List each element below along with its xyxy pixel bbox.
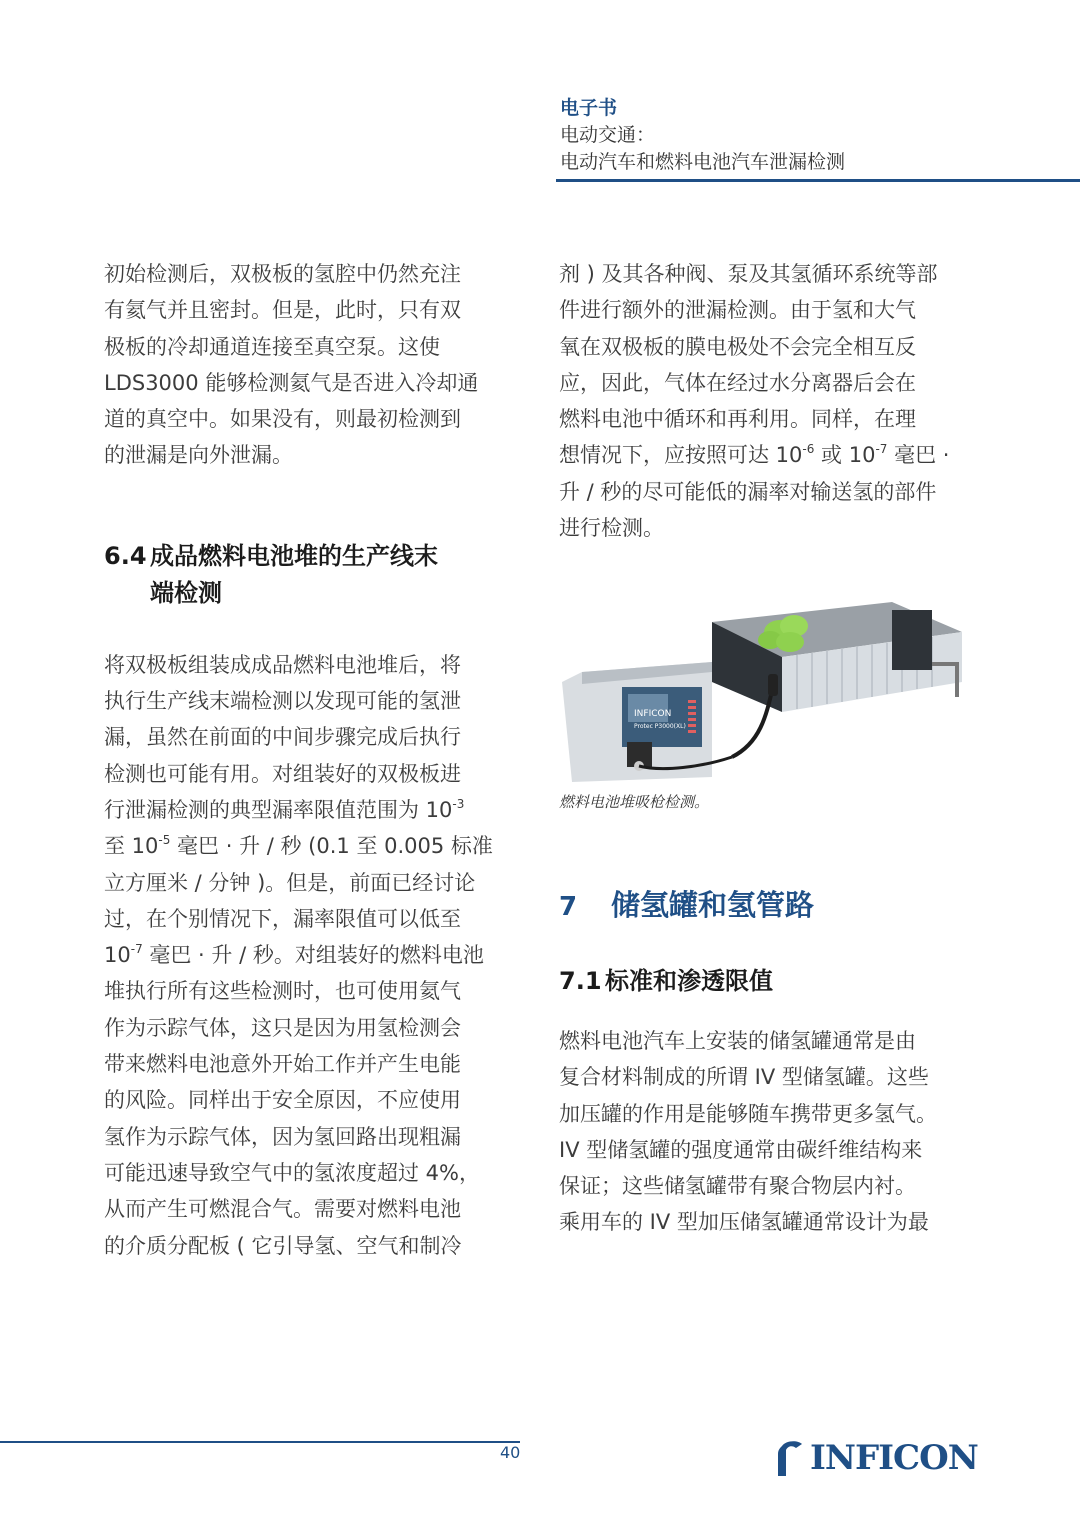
- text-line: 或 10: [814, 443, 876, 468]
- section-title-line-1: 成品燃料电池堆的生产线末: [150, 541, 438, 570]
- text-line: 检测也可能有用。对组装好的双极板进: [104, 761, 461, 786]
- text-line: 漏，虽然在前面的中间步骤完成后执行: [104, 725, 461, 750]
- text-line: 道的真空中。如果没有，则最初检测到: [104, 407, 461, 432]
- chapter-title: 储氢罐和氢管路: [611, 888, 815, 922]
- text-line: 将双极板组装成成品燃料电池堆后，将: [104, 652, 461, 677]
- left-paragraph-1: [104, 256, 524, 474]
- exponent: -6: [802, 442, 815, 457]
- sniffer-probe: [768, 674, 778, 696]
- text-line: 毫巴 ·: [887, 443, 950, 468]
- exponent: -3: [452, 796, 465, 811]
- text-line: 可能迅速导致空气中的氢浓度超过 4%，: [104, 1160, 480, 1185]
- logo-wordmark: INFICON: [810, 1438, 978, 1478]
- right-column: [559, 256, 979, 546]
- exponent: -7: [875, 442, 888, 457]
- chapter-heading-7: [559, 885, 979, 927]
- exponent: -5: [158, 833, 171, 848]
- text-line: 初始检测后，双极板的氢腔中仍然充注: [104, 262, 461, 286]
- right-paragraph-2: [559, 1023, 979, 1241]
- figure-illustration: [562, 602, 972, 792]
- text-line: 复合材料制成的所谓 IV 型储氢罐。这些: [559, 1065, 929, 1090]
- text-line: 想情况下，应按照可达 10: [559, 443, 803, 468]
- text-line: 乘用车的 IV 型加压储氢罐通常设计为最: [559, 1210, 929, 1235]
- text-line: 进行检测。: [559, 516, 664, 541]
- text-line: 执行生产线末端检测以发现可能的氢泄: [104, 689, 461, 714]
- text-line: 毫巴 · 升 / 秒 (0.1 至 0.005 标准: [170, 834, 493, 859]
- text-line: 过，在个别情况下，漏率限值可以低至: [104, 906, 461, 931]
- right-column-lower: [559, 885, 979, 1241]
- left-column: [104, 256, 524, 1264]
- text-line: 作为示踪气体，这只是因为用氢检测会: [104, 1015, 461, 1040]
- inficon-logo: [772, 1436, 978, 1480]
- device-model-label: Protec P3000(XL): [634, 723, 686, 730]
- section-title: 标准和渗透限值: [605, 967, 773, 995]
- text-line: 10: [104, 943, 131, 968]
- figure-caption: 燃料电池堆吸枪检测。: [559, 793, 710, 811]
- text-line: 件进行额外的泄漏检测。由于氢和大气: [559, 298, 916, 323]
- section-number: 7.1: [559, 967, 602, 995]
- header-rule: [556, 179, 1080, 182]
- header-line-1: 电动交通：: [560, 124, 656, 146]
- text-line: 极板的冷却通道连接至真空泵。这使: [104, 334, 440, 359]
- leak-detector-instrument: [562, 662, 732, 782]
- text-line: 应，因此，气体在经过水分离器后会在: [559, 370, 916, 395]
- page-number: 40: [500, 1443, 521, 1462]
- text-line: 从而产生可燃混合气。需要对燃料电池: [104, 1197, 461, 1222]
- section-heading-6-4: [104, 538, 524, 612]
- fuel-cell-stack: [712, 602, 962, 712]
- section-heading-7-1: [559, 963, 979, 1000]
- section-title-line-2: 端检测: [150, 578, 222, 607]
- text-line: 燃料电池汽车上安装的储氢罐通常是由: [559, 1029, 916, 1053]
- fuel-cell-sniffer-figure: [562, 602, 972, 792]
- chapter-number: 7: [559, 892, 578, 922]
- text-line: 堆执行所有这些检测时，也可使用氦气: [104, 979, 461, 1004]
- running-header: [560, 94, 845, 176]
- text-line: 带来燃料电池意外开始工作并产生电能: [104, 1052, 461, 1077]
- text-line: 至 10: [104, 834, 159, 859]
- text-line: 立方厘米 / 分钟 )。但是，前面已经讨论: [104, 870, 476, 895]
- footer-rule: [0, 1441, 520, 1443]
- text-line: 燃料电池中循环和再利用。同样，在理: [559, 407, 916, 432]
- text-line: 升 / 秒的尽可能低的漏率对输送氢的部件: [559, 479, 937, 504]
- text-line: IV 型储氢罐的强度通常由碳纤维结构来: [559, 1137, 923, 1162]
- text-line: 氧在双极板的膜电极处不会完全相互反: [559, 334, 916, 359]
- text-line: 的介质分配板 ( 它引导氢、空气和制冷: [104, 1233, 462, 1258]
- header-line-2: 电动汽车和燃料电池汽车泄漏检测: [560, 151, 846, 173]
- device-brand-label: INFICON: [634, 709, 672, 719]
- text-line: 有氦气并且密封。但是，此时，只有双: [104, 298, 461, 323]
- inficon-logo-mark-icon: [772, 1438, 806, 1478]
- text-line: 加压罐的作用是能够随车携带更多氢气。: [559, 1101, 937, 1126]
- header-kind: 电子书: [560, 97, 618, 119]
- left-paragraph-2: [104, 647, 524, 1264]
- exponent: -7: [130, 942, 143, 957]
- text-line: 毫巴 · 升 / 秒。对组装好的燃料电池: [142, 943, 484, 968]
- text-line: LDS3000 能够检测氦气是否进入冷却通: [104, 370, 479, 395]
- text-line: 的风险。同样出于安全原因，不应使用: [104, 1088, 461, 1113]
- right-paragraph-1: [559, 256, 979, 546]
- text-line: 剂 ) 及其各种阀、泵及其氢循环系统等部: [559, 262, 938, 286]
- text-line: 的泄漏是向外泄漏。: [104, 443, 293, 468]
- section-number: 6.4: [104, 541, 147, 570]
- text-line: 保证；这些储氢罐带有聚合物层内衬。: [559, 1174, 916, 1199]
- text-line: 行泄漏检测的典型漏率限值范围为 10: [104, 797, 453, 822]
- text-line: 氢作为示踪气体，因为氢回路出现粗漏: [104, 1124, 461, 1149]
